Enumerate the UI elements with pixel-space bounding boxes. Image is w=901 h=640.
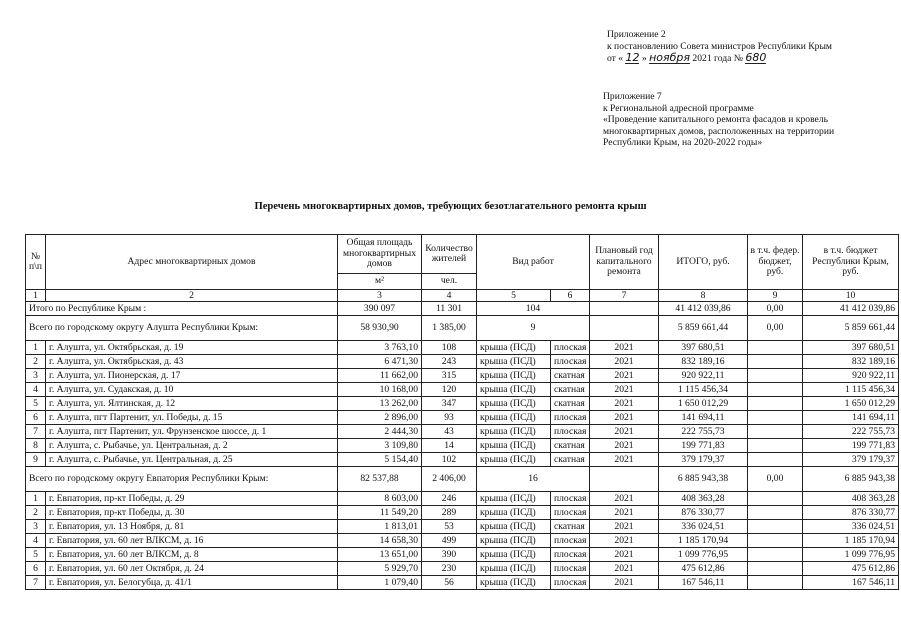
area-cell: 1 079,40: [338, 576, 422, 590]
residents-cell: 102: [422, 453, 477, 467]
residents-cell: 108: [422, 341, 477, 355]
row-number: 4: [26, 534, 46, 548]
year-cell: 2021: [590, 355, 659, 369]
table-row: [26, 411, 899, 425]
row-number: 3: [26, 369, 46, 383]
year-cell: 2021: [590, 341, 659, 355]
col-header-republic: в т.ч. бюджет Республики Крым, руб.: [803, 235, 899, 290]
table-body: [26, 290, 899, 590]
appendix-7-title: Приложение 7: [603, 91, 662, 102]
address-cell: г. Евпатория, ул. Белогубца, д. 41/1: [46, 576, 338, 590]
federal-cell: 0,00: [748, 467, 803, 492]
handwritten-day: 12: [625, 51, 640, 65]
residents-cell: 390: [422, 548, 477, 562]
table-row: [26, 355, 899, 369]
table-row: [26, 369, 899, 383]
roof-type-cell: плоская: [551, 355, 590, 369]
federal-cell: [748, 453, 803, 467]
row-number: 7: [26, 425, 46, 439]
federal-cell: [748, 355, 803, 369]
federal-cell: [748, 383, 803, 397]
area-cell: 5 929,70: [338, 562, 422, 576]
area-cell: 6 471,30: [338, 355, 422, 369]
work-type-cell: крыша (ПСД): [477, 369, 551, 383]
address-cell: г. Алушта, с. Рыбачье, ул. Центральная, д. 25: [46, 453, 338, 467]
total-cell: 379 179,37: [659, 453, 748, 467]
year-cell: 2021: [590, 425, 659, 439]
appendix-2-block: [607, 29, 832, 65]
roof-type-cell: скатная: [551, 397, 590, 411]
col-header-work-type: Вид работ: [477, 235, 590, 290]
address-cell: г. Алушта, пгт Партенит, ул. Фрунзенское шоссе, д. 1: [46, 425, 338, 439]
col-header-residents: Количество жителей: [422, 235, 477, 274]
appendix-2-reference: к постановлению Совета министров Республики Крым: [607, 40, 832, 52]
col-header-total: ИТОГО, руб.: [659, 235, 748, 290]
total-cell: 1 115 456,34: [659, 383, 748, 397]
year-cell: 2021: [590, 534, 659, 548]
year-cell: 2021: [590, 506, 659, 520]
subtotal-row: [26, 316, 899, 341]
roof-type-cell: скатная: [551, 520, 590, 534]
area-cell: 390 097: [338, 302, 422, 316]
federal-cell: [748, 397, 803, 411]
residents-cell: 43: [422, 425, 477, 439]
column-number-cell: 5: [477, 290, 551, 302]
area-cell: 5 154,40: [338, 453, 422, 467]
year-cell: 2021: [590, 548, 659, 562]
address-cell: г. Евпатория, пр-кт Победы, д. 29: [46, 492, 338, 506]
work-type-cell: крыша (ПСД): [477, 341, 551, 355]
republic-cell: 222 755,73: [803, 425, 899, 439]
total-cell: 475 612,86: [659, 562, 748, 576]
column-number-row: [26, 290, 899, 302]
col-unit-residents: чел.: [422, 274, 477, 290]
residents-cell: 289: [422, 506, 477, 520]
work-type-cell: крыша (ПСД): [477, 383, 551, 397]
row-number: 2: [26, 506, 46, 520]
work-type-cell: крыша (ПСД): [477, 534, 551, 548]
area-cell: 3 763,10: [338, 341, 422, 355]
column-number-cell: 8: [659, 290, 748, 302]
total-cell: 199 771,83: [659, 439, 748, 453]
residents-cell: 230: [422, 562, 477, 576]
total-cell: 6 885 943,38: [659, 467, 748, 492]
table-row: [26, 397, 899, 411]
address-cell: г. Алушта, с. Рыбачье, ул. Центральная, д. 2: [46, 439, 338, 453]
federal-cell: [748, 562, 803, 576]
work-type-cell: крыша (ПСД): [477, 453, 551, 467]
table-row: [26, 562, 899, 576]
republic-cell: 379 179,37: [803, 453, 899, 467]
column-number-cell: 2: [46, 290, 338, 302]
year-cell: 2021: [590, 411, 659, 425]
total-cell: 1 650 012,29: [659, 397, 748, 411]
residents-cell: 499: [422, 534, 477, 548]
roof-type-cell: скатная: [551, 453, 590, 467]
work-count-cell: 9: [477, 316, 590, 341]
residents-cell: 1 385,00: [422, 316, 477, 341]
year-cell: [590, 467, 659, 492]
year-cell: [590, 302, 659, 316]
roof-type-cell: плоская: [551, 506, 590, 520]
area-cell: 58 930,90: [338, 316, 422, 341]
row-number: 9: [26, 453, 46, 467]
row-number: 6: [26, 562, 46, 576]
total-cell: 408 363,28: [659, 492, 748, 506]
work-type-cell: крыша (ПСД): [477, 425, 551, 439]
total-cell: 1 099 776,95: [659, 548, 748, 562]
republic-cell: 1 099 776,95: [803, 548, 899, 562]
year-cell: 2021: [590, 369, 659, 383]
area-cell: 11 662,00: [338, 369, 422, 383]
column-number-cell: 7: [590, 290, 659, 302]
address-cell: г. Евпатория, ул. 60 лет ВЛКСМ, д. 16: [46, 534, 338, 548]
area-cell: 11 549,20: [338, 506, 422, 520]
appendix-2-date-line: от « 12 » ноября 2021 года № 680: [607, 51, 767, 65]
year-cell: 2021: [590, 397, 659, 411]
address-cell: г. Евпатория, пр-кт Победы, д. 30: [46, 506, 338, 520]
federal-cell: 0,00: [748, 316, 803, 341]
residents-cell: 53: [422, 520, 477, 534]
roof-type-cell: плоская: [551, 341, 590, 355]
roof-type-cell: плоская: [551, 548, 590, 562]
table-row: [26, 534, 899, 548]
col-header-num: № п\п: [26, 235, 46, 290]
area-cell: 13 651,00: [338, 548, 422, 562]
row-number: 1: [26, 341, 46, 355]
federal-cell: [748, 425, 803, 439]
work-type-cell: крыша (ПСД): [477, 506, 551, 520]
row-number: 3: [26, 520, 46, 534]
residents-cell: 243: [422, 355, 477, 369]
work-type-cell: крыша (ПСД): [477, 355, 551, 369]
residents-cell: 14: [422, 439, 477, 453]
roof-type-cell: плоская: [551, 562, 590, 576]
total-cell: 920 922,11: [659, 369, 748, 383]
column-number-cell: 3: [338, 290, 422, 302]
subtotal-label: Всего по городскому округу Алушта Республики Крым:: [26, 316, 338, 341]
roof-type-cell: плоская: [551, 425, 590, 439]
table-row: [26, 520, 899, 534]
residents-cell: 56: [422, 576, 477, 590]
subtotal-label: Всего по городскому округу Евпатория Республики Крым:: [26, 467, 338, 492]
republic-cell: 920 922,11: [803, 369, 899, 383]
area-cell: 14 658,30: [338, 534, 422, 548]
col-header-area: Общая площадь многоквартирных домов: [338, 235, 422, 274]
column-number-cell: 1: [26, 290, 46, 302]
total-cell: 832 189,16: [659, 355, 748, 369]
column-number-cell: 4: [422, 290, 477, 302]
table-row: [26, 425, 899, 439]
address-cell: г. Алушта, ул. Октябрьская, д. 19: [46, 341, 338, 355]
residents-cell: 246: [422, 492, 477, 506]
republic-cell: 397 680,51: [803, 341, 899, 355]
federal-cell: [748, 548, 803, 562]
residents-cell: 2 406,00: [422, 467, 477, 492]
roof-type-cell: плоская: [551, 576, 590, 590]
republic-cell: 336 024,51: [803, 520, 899, 534]
total-cell: 167 546,11: [659, 576, 748, 590]
work-count-cell: 104: [477, 302, 590, 316]
roof-type-cell: скатная: [551, 369, 590, 383]
column-number-cell: 10: [803, 290, 899, 302]
federal-cell: [748, 534, 803, 548]
table-row: [26, 341, 899, 355]
row-number: 2: [26, 355, 46, 369]
year-cell: 2021: [590, 383, 659, 397]
row-number: 5: [26, 548, 46, 562]
total-cell: 5 859 661,44: [659, 316, 748, 341]
year-cell: [590, 316, 659, 341]
year-cell: 2021: [590, 453, 659, 467]
federal-cell: [748, 411, 803, 425]
row-number: 7: [26, 576, 46, 590]
republic-cell: 5 859 661,44: [803, 316, 899, 341]
year-cell: 2021: [590, 520, 659, 534]
address-cell: г. Алушта, ул. Судакская, д. 10: [46, 383, 338, 397]
republic-cell: 876 330,77: [803, 506, 899, 520]
republic-cell: 167 546,11: [803, 576, 899, 590]
column-number-cell: 6: [551, 290, 590, 302]
houses-table: [25, 234, 899, 590]
col-header-federal: в т.ч. федер. бюджет, руб.: [748, 235, 803, 290]
area-cell: 2 896,00: [338, 411, 422, 425]
federal-cell: [748, 506, 803, 520]
col-unit-area: м²: [338, 274, 422, 290]
work-type-cell: крыша (ПСД): [477, 576, 551, 590]
address-cell: г. Алушта, ул. Октябрьская, д. 43: [46, 355, 338, 369]
area-cell: 8 603,00: [338, 492, 422, 506]
area-cell: 13 262,00: [338, 397, 422, 411]
col-header-address: Адрес многоквартирных домов: [46, 235, 338, 290]
republic-cell: 141 694,11: [803, 411, 899, 425]
table-row: [26, 383, 899, 397]
area-cell: 1 813,01: [338, 520, 422, 534]
table-row: [26, 439, 899, 453]
address-cell: г. Алушта, ул. Ялтинская, д. 12: [46, 397, 338, 411]
total-cell: 141 694,11: [659, 411, 748, 425]
year-cell: 2021: [590, 562, 659, 576]
republic-cell: 475 612,86: [803, 562, 899, 576]
address-cell: г. Евпатория, ул. 60 лет Октября, д. 24: [46, 562, 338, 576]
subtotal-row: [26, 467, 899, 492]
residents-cell: 93: [422, 411, 477, 425]
address-cell: г. Алушта, пгт Партенит, ул. Победы, д. 15: [46, 411, 338, 425]
roof-type-cell: скатная: [551, 439, 590, 453]
grand-total-label: Итого по Республике Крым :: [26, 302, 338, 316]
residents-cell: 120: [422, 383, 477, 397]
address-cell: г. Евпатория, ул. 60 лет ВЛКСМ, д. 8: [46, 548, 338, 562]
address-cell: г. Евпатория, ул. 13 Ноября, д. 81: [46, 520, 338, 534]
federal-cell: 0,00: [748, 302, 803, 316]
row-number: 5: [26, 397, 46, 411]
handwritten-number: 680: [745, 51, 767, 65]
republic-cell: 1 115 456,34: [803, 383, 899, 397]
table-row: [26, 548, 899, 562]
work-type-cell: крыша (ПСД): [477, 411, 551, 425]
federal-cell: [748, 576, 803, 590]
document-title: Перечень многоквартирных домов, требующих безотлагательного ремонта крыш: [254, 201, 647, 212]
area-cell: 3 109,80: [338, 439, 422, 453]
table-row: [26, 576, 899, 590]
handwritten-month: ноября: [649, 51, 691, 65]
work-type-cell: крыша (ПСД): [477, 397, 551, 411]
work-type-cell: крыша (ПСД): [477, 520, 551, 534]
federal-cell: [748, 520, 803, 534]
republic-cell: 6 885 943,38: [803, 467, 899, 492]
work-type-cell: крыша (ПСД): [477, 492, 551, 506]
area-cell: 10 168,00: [338, 383, 422, 397]
residents-cell: 315: [422, 369, 477, 383]
appendix-7-block: Приложение 7 к Региональной адресной программе «Проведение капитального ремонта фасадов и кровель многоквартирных домов, расположенных на территории Республики Крым, на 2020-2022 годы»: [603, 91, 835, 149]
roof-type-cell: плоская: [551, 534, 590, 548]
total-cell: 222 755,73: [659, 425, 748, 439]
roof-type-cell: плоская: [551, 492, 590, 506]
row-number: 8: [26, 439, 46, 453]
roof-type-cell: плоская: [551, 411, 590, 425]
total-cell: 41 412 039,86: [659, 302, 748, 316]
total-cell: 397 680,51: [659, 341, 748, 355]
year-cell: 2021: [590, 492, 659, 506]
appendix-2-title: Приложение 2: [607, 29, 666, 40]
col-header-year: Плановый год капитального ремонта: [590, 235, 659, 290]
work-type-cell: крыша (ПСД): [477, 548, 551, 562]
federal-cell: [748, 341, 803, 355]
republic-cell: 1 185 170,94: [803, 534, 899, 548]
total-cell: 336 024,51: [659, 520, 748, 534]
republic-cell: 408 363,28: [803, 492, 899, 506]
year-cell: 2021: [590, 576, 659, 590]
total-cell: 876 330,77: [659, 506, 748, 520]
federal-cell: [748, 492, 803, 506]
residents-cell: 347: [422, 397, 477, 411]
roof-type-cell: скатная: [551, 383, 590, 397]
federal-cell: [748, 439, 803, 453]
total-cell: 1 185 170,94: [659, 534, 748, 548]
federal-cell: [748, 369, 803, 383]
address-cell: г. Алушта, ул. Пионерская, д. 17: [46, 369, 338, 383]
row-number: 6: [26, 411, 46, 425]
header-row: [26, 235, 899, 274]
table-row: [26, 506, 899, 520]
area-cell: 2 444,30: [338, 425, 422, 439]
column-number-cell: 9: [748, 290, 803, 302]
table-row: [26, 492, 899, 506]
year-cell: 2021: [590, 439, 659, 453]
work-type-cell: крыша (ПСД): [477, 562, 551, 576]
work-type-cell: крыша (ПСД): [477, 439, 551, 453]
grand-total-row: [26, 302, 899, 316]
residents-cell: 11 301: [422, 302, 477, 316]
table-row: [26, 453, 899, 467]
republic-cell: 41 412 039,86: [803, 302, 899, 316]
work-count-cell: 16: [477, 467, 590, 492]
area-cell: 82 537,88: [338, 467, 422, 492]
republic-cell: 199 771,83: [803, 439, 899, 453]
row-number: 4: [26, 383, 46, 397]
row-number: 1: [26, 492, 46, 506]
republic-cell: 832 189,16: [803, 355, 899, 369]
republic-cell: 1 650 012,29: [803, 397, 899, 411]
